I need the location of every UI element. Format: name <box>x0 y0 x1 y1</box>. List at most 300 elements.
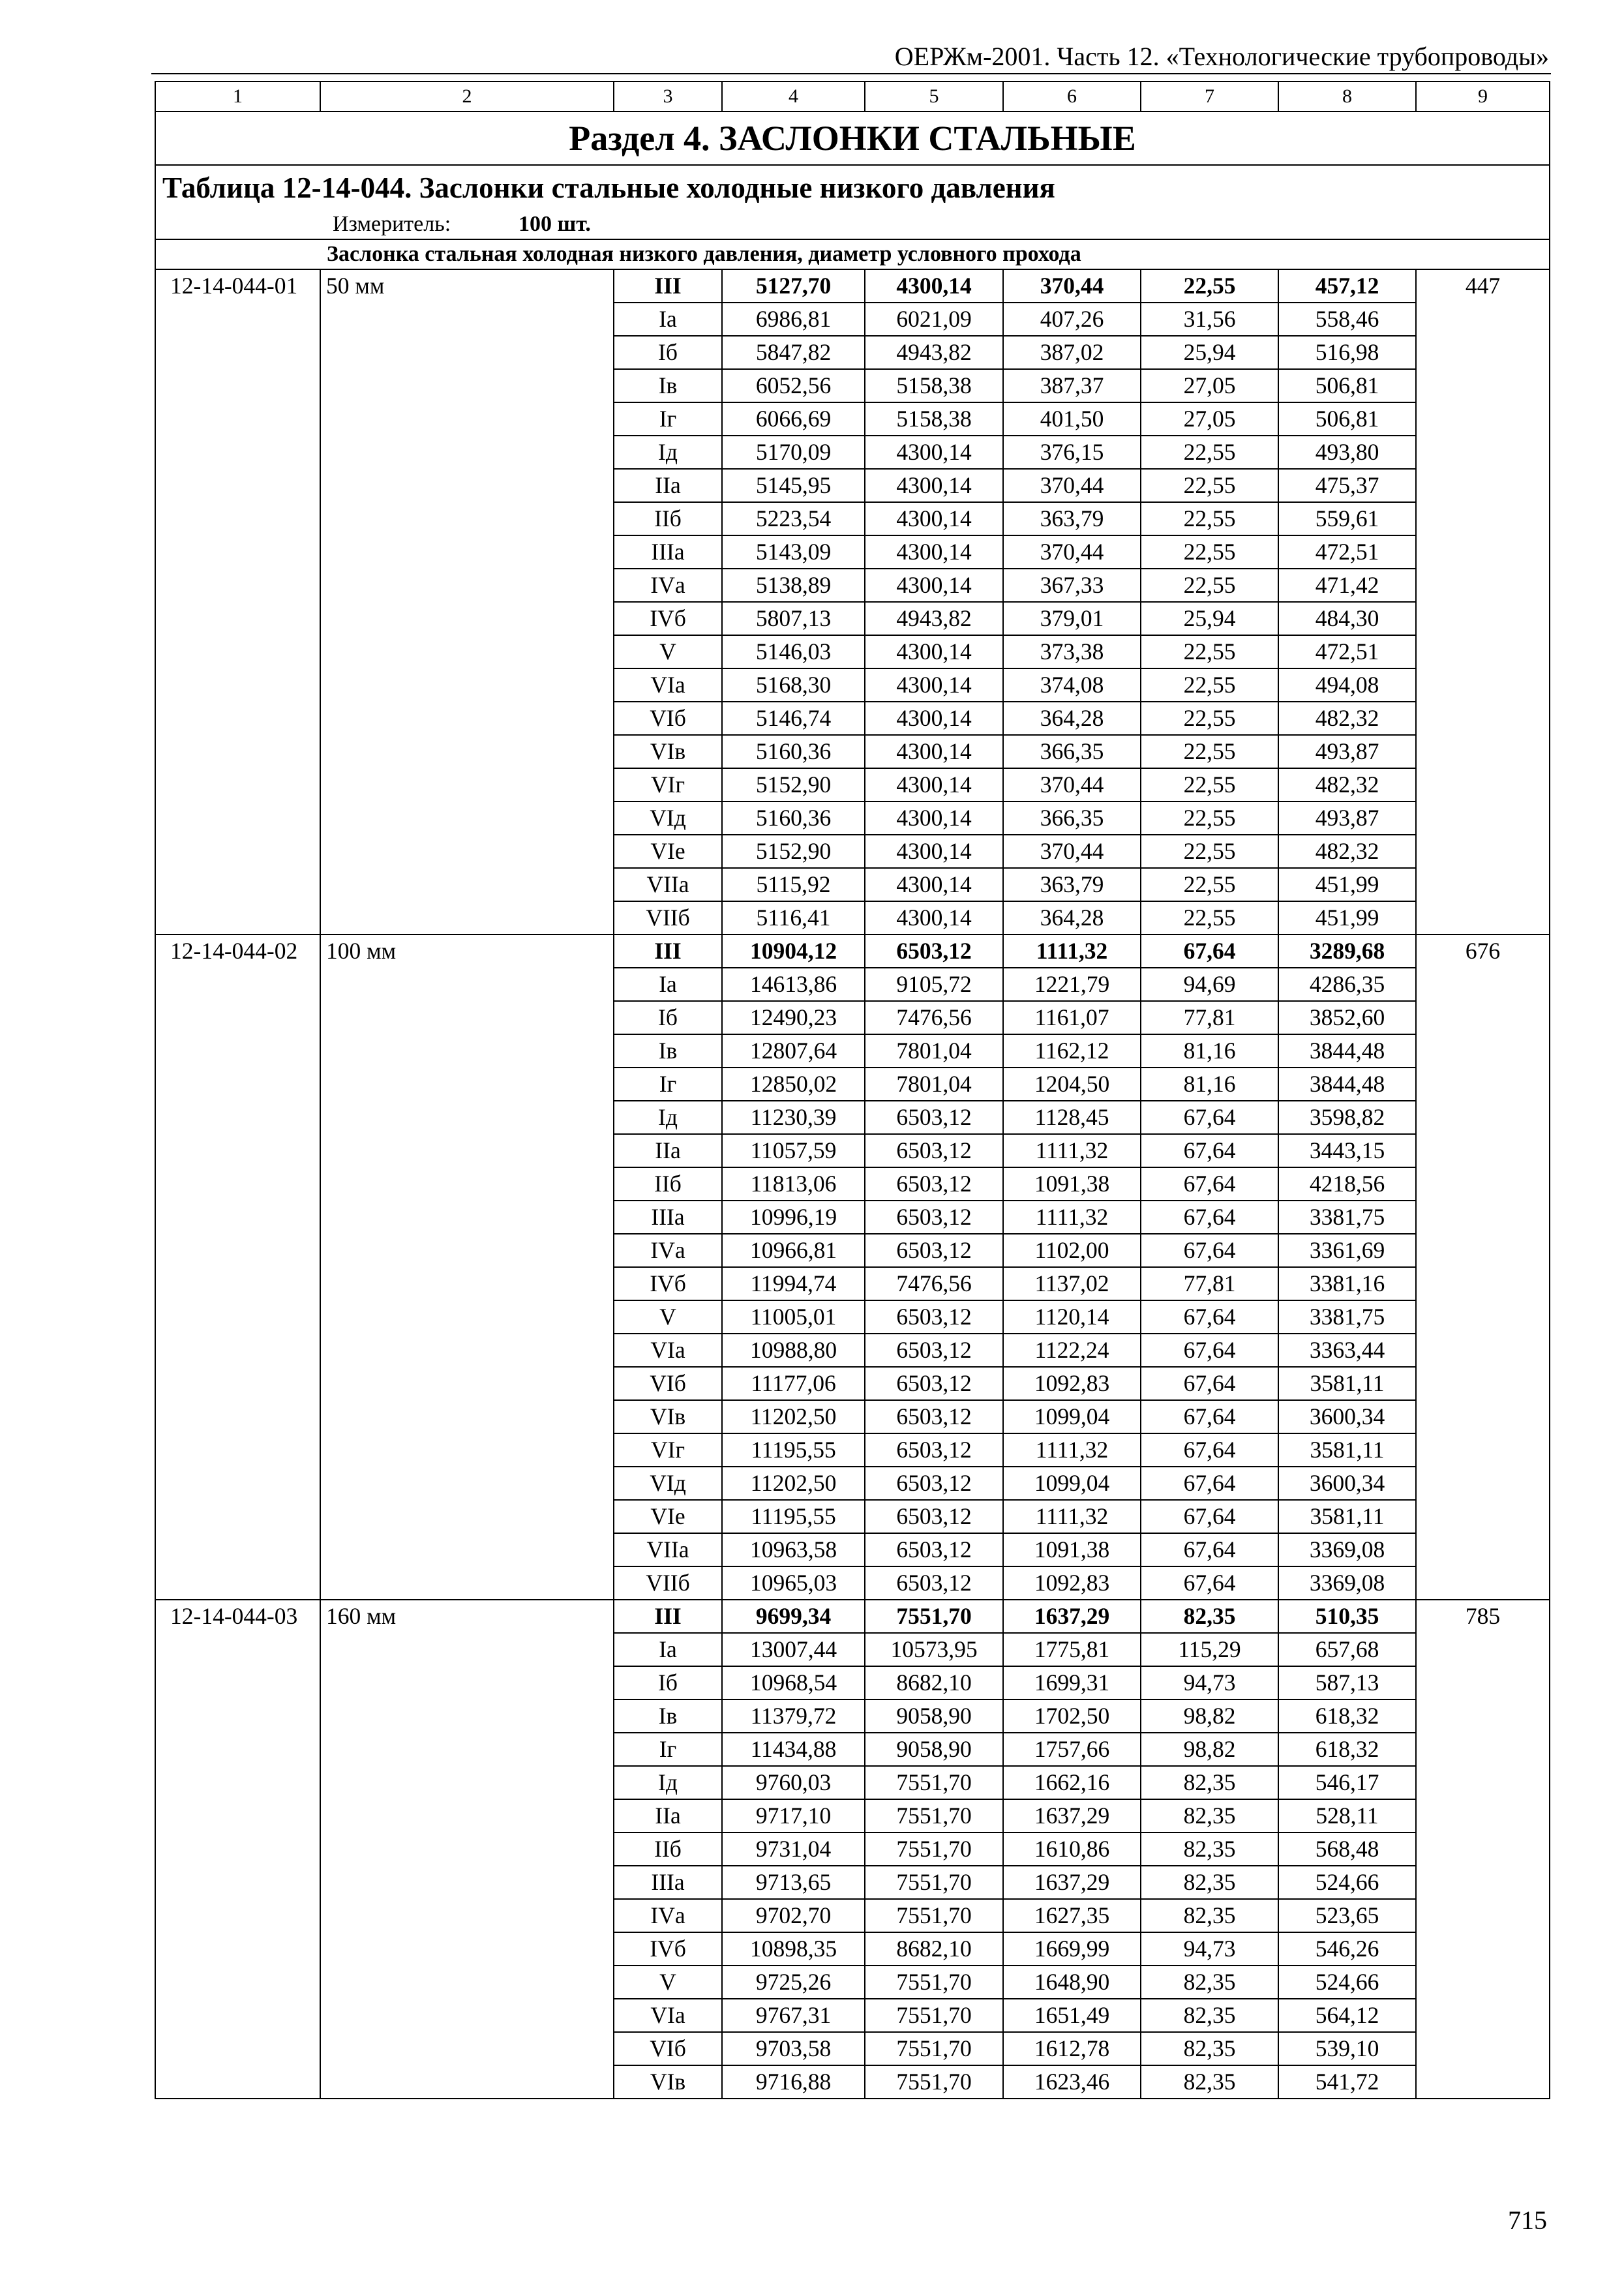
zone-cell: IVб <box>614 602 722 635</box>
value-cell: 12850,02 <box>722 1068 865 1101</box>
value-cell: 373,38 <box>1003 635 1141 668</box>
meter-value: 100 шт. <box>519 212 591 236</box>
value-cell: 9702,70 <box>722 1899 865 1932</box>
zone-cell: Iг <box>614 402 722 436</box>
value-cell: 8682,10 <box>865 1932 1003 1966</box>
zone-cell: Iб <box>614 336 722 369</box>
value-cell: 506,81 <box>1278 369 1416 402</box>
value-cell: 1627,35 <box>1003 1899 1141 1932</box>
value-cell: 7551,70 <box>865 1766 1003 1799</box>
mass-value: 676 <box>1416 935 1550 1600</box>
value-cell: 528,11 <box>1278 1799 1416 1833</box>
zone-cell: Iв <box>614 1034 722 1068</box>
zone-cell: Iв <box>614 1699 722 1733</box>
zone-cell: VIIб <box>614 1566 722 1600</box>
zone-cell: VIа <box>614 1999 722 2032</box>
value-cell: 7551,70 <box>865 1866 1003 1899</box>
zone-cell: Iг <box>614 1733 722 1766</box>
value-cell: 9760,03 <box>722 1766 865 1799</box>
value-cell: 82,35 <box>1141 1799 1278 1833</box>
value-cell: 6503,12 <box>865 1334 1003 1367</box>
value-cell: 6503,12 <box>865 1101 1003 1134</box>
value-cell: 493,80 <box>1278 436 1416 469</box>
value-cell: 5143,09 <box>722 535 865 569</box>
value-cell: 5847,82 <box>722 336 865 369</box>
value-cell: 67,64 <box>1141 1500 1278 1533</box>
value-cell: 6503,12 <box>865 1367 1003 1400</box>
value-cell: 11994,74 <box>722 1267 865 1300</box>
value-cell: 94,73 <box>1141 1666 1278 1699</box>
value-cell: 77,81 <box>1141 1267 1278 1300</box>
zone-cell: IVб <box>614 1267 722 1300</box>
value-cell: 1099,04 <box>1003 1467 1141 1500</box>
column-number: 6 <box>1003 82 1141 112</box>
value-cell: 3381,75 <box>1278 1201 1416 1234</box>
value-cell: 1092,83 <box>1003 1367 1141 1400</box>
value-cell: 3361,69 <box>1278 1234 1416 1267</box>
zone-cell: VIе <box>614 1500 722 1533</box>
value-cell: 1122,24 <box>1003 1334 1141 1367</box>
value-cell: 1612,78 <box>1003 2032 1141 2065</box>
zone-cell: VIIб <box>614 901 722 935</box>
value-cell: 13007,44 <box>722 1633 865 1666</box>
value-cell: 22,55 <box>1141 569 1278 602</box>
value-cell: 11230,39 <box>722 1101 865 1134</box>
value-cell: 482,32 <box>1278 768 1416 801</box>
value-cell: 9716,88 <box>722 2065 865 2099</box>
value-cell: 366,35 <box>1003 735 1141 768</box>
value-cell: 546,26 <box>1278 1932 1416 1966</box>
value-cell: 9767,31 <box>722 1999 865 2032</box>
value-cell: 4300,14 <box>865 535 1003 569</box>
value-cell: 524,66 <box>1278 1866 1416 1899</box>
value-cell: 81,16 <box>1141 1068 1278 1101</box>
value-cell: 6503,12 <box>865 1400 1003 1433</box>
zone-cell: VIб <box>614 2032 722 2065</box>
value-cell: 370,44 <box>1003 835 1141 868</box>
value-cell: 1091,38 <box>1003 1167 1141 1201</box>
value-cell: 7801,04 <box>865 1068 1003 1101</box>
value-cell: 4300,14 <box>865 702 1003 735</box>
value-cell: 4300,14 <box>865 502 1003 535</box>
value-cell: 387,02 <box>1003 336 1141 369</box>
value-cell: 10904,12 <box>722 935 865 968</box>
value-cell: 568,48 <box>1278 1833 1416 1866</box>
value-cell: 3581,11 <box>1278 1367 1416 1400</box>
value-cell: 3581,11 <box>1278 1433 1416 1467</box>
value-cell: 472,51 <box>1278 535 1416 569</box>
value-cell: 618,32 <box>1278 1699 1416 1733</box>
value-cell: 14613,86 <box>722 968 865 1001</box>
value-cell: 6066,69 <box>722 402 865 436</box>
value-cell: 471,42 <box>1278 569 1416 602</box>
zone-cell: III <box>614 269 722 303</box>
value-cell: 1092,83 <box>1003 1566 1141 1600</box>
value-cell: 5145,95 <box>722 469 865 502</box>
zone-cell: VIв <box>614 735 722 768</box>
value-cell: 370,44 <box>1003 768 1141 801</box>
value-cell: 482,32 <box>1278 835 1416 868</box>
value-cell: 27,05 <box>1141 402 1278 436</box>
value-cell: 67,64 <box>1141 1167 1278 1201</box>
price-table <box>155 81 1550 2099</box>
running-title: ОЕРЖм-2001. Часть 12. «Технологические трубопроводы» <box>894 42 1549 71</box>
value-cell: 363,79 <box>1003 868 1141 901</box>
value-cell: 22,55 <box>1141 768 1278 801</box>
value-cell: 10963,58 <box>722 1533 865 1566</box>
rate-code: 12-14-044-01 <box>155 269 320 935</box>
rate-code: 12-14-044-02 <box>155 935 320 1600</box>
value-cell: 539,10 <box>1278 2032 1416 2065</box>
zone-cell: IVа <box>614 569 722 602</box>
value-cell: 3363,44 <box>1278 1334 1416 1367</box>
value-cell: 1099,04 <box>1003 1400 1141 1433</box>
value-cell: 67,64 <box>1141 1533 1278 1566</box>
value-cell: 1775,81 <box>1003 1633 1141 1666</box>
value-cell: 22,55 <box>1141 868 1278 901</box>
value-cell: 546,17 <box>1278 1766 1416 1799</box>
zone-cell: VIг <box>614 1433 722 1467</box>
value-cell: 451,99 <box>1278 901 1416 935</box>
value-cell: 7551,70 <box>865 1899 1003 1932</box>
page-number: 715 <box>1508 2206 1547 2235</box>
value-cell: 366,35 <box>1003 801 1141 835</box>
value-cell: 370,44 <box>1003 535 1141 569</box>
value-cell: 3852,60 <box>1278 1001 1416 1034</box>
value-cell: 1648,90 <box>1003 1966 1141 1999</box>
value-cell: 6503,12 <box>865 1201 1003 1234</box>
value-cell: 5127,70 <box>722 269 865 303</box>
value-cell: 7551,70 <box>865 1966 1003 1999</box>
value-cell: 5160,36 <box>722 735 865 768</box>
column-number: 1 <box>155 82 320 112</box>
value-cell: 541,72 <box>1278 2065 1416 2099</box>
table-row <box>155 269 1550 303</box>
zone-cell: IVб <box>614 1932 722 1966</box>
value-cell: 4943,82 <box>865 602 1003 635</box>
value-cell: 6021,09 <box>865 303 1003 336</box>
value-cell: 379,01 <box>1003 602 1141 635</box>
value-cell: 10965,03 <box>722 1566 865 1600</box>
value-cell: 564,12 <box>1278 1999 1416 2032</box>
zone-cell: Iа <box>614 968 722 1001</box>
value-cell: 10966,81 <box>722 1234 865 1267</box>
zone-cell: VIIа <box>614 868 722 901</box>
column-number: 4 <box>722 82 865 112</box>
value-cell: 98,82 <box>1141 1733 1278 1766</box>
zone-cell: IIIа <box>614 1866 722 1899</box>
value-cell: 11057,59 <box>722 1134 865 1167</box>
value-cell: 5146,03 <box>722 635 865 668</box>
value-cell: 524,66 <box>1278 1966 1416 1999</box>
table-row <box>155 1600 1550 1633</box>
value-cell: 472,51 <box>1278 635 1416 668</box>
value-cell: 1623,46 <box>1003 2065 1141 2099</box>
value-cell: 67,64 <box>1141 1400 1278 1433</box>
zone-cell: IVа <box>614 1234 722 1267</box>
zone-cell: Iа <box>614 303 722 336</box>
section-title: Раздел 4. ЗАСЛОНКИ СТАЛЬНЫЕ <box>155 112 1550 165</box>
value-cell: 5146,74 <box>722 702 865 735</box>
zone-cell: IIб <box>614 502 722 535</box>
value-cell: 82,35 <box>1141 1999 1278 2032</box>
value-cell: 6503,12 <box>865 1566 1003 1600</box>
value-cell: 5152,90 <box>722 768 865 801</box>
value-cell: 4943,82 <box>865 336 1003 369</box>
value-cell: 7551,70 <box>865 1799 1003 1833</box>
value-cell: 10573,95 <box>865 1633 1003 1666</box>
value-cell: 67,64 <box>1141 1201 1278 1234</box>
value-cell: 5807,13 <box>722 602 865 635</box>
value-cell: 22,55 <box>1141 502 1278 535</box>
value-cell: 5115,92 <box>722 868 865 901</box>
value-cell: 94,69 <box>1141 968 1278 1001</box>
value-cell: 11379,72 <box>722 1699 865 1733</box>
value-cell: 5160,36 <box>722 801 865 835</box>
value-cell: 67,64 <box>1141 935 1278 968</box>
zone-cell: Iб <box>614 1666 722 1699</box>
zone-cell: IIб <box>614 1167 722 1201</box>
value-cell: 27,05 <box>1141 369 1278 402</box>
rate-code: 12-14-044-03 <box>155 1600 320 2099</box>
value-cell: 11177,06 <box>722 1367 865 1400</box>
header-rule <box>151 73 1551 74</box>
value-cell: 9725,26 <box>722 1966 865 1999</box>
zone-cell: Iд <box>614 1101 722 1134</box>
value-cell: 1161,07 <box>1003 1001 1141 1034</box>
value-cell: 4300,14 <box>865 768 1003 801</box>
value-cell: 82,35 <box>1141 1833 1278 1866</box>
value-cell: 81,16 <box>1141 1034 1278 1068</box>
value-cell: 5116,41 <box>722 901 865 935</box>
value-cell: 22,55 <box>1141 436 1278 469</box>
value-cell: 1128,45 <box>1003 1101 1141 1134</box>
value-cell: 22,55 <box>1141 469 1278 502</box>
value-cell: 11202,50 <box>722 1400 865 1433</box>
value-cell: 10898,35 <box>722 1932 865 1966</box>
value-cell: 82,35 <box>1141 1766 1278 1799</box>
value-cell: 22,55 <box>1141 668 1278 702</box>
value-cell: 1120,14 <box>1003 1300 1141 1334</box>
value-cell: 1111,32 <box>1003 1134 1141 1167</box>
zone-cell: V <box>614 1966 722 1999</box>
value-cell: 4218,56 <box>1278 1167 1416 1201</box>
value-cell: 5223,54 <box>722 502 865 535</box>
value-cell: 67,64 <box>1141 1433 1278 1467</box>
value-cell: 82,35 <box>1141 1899 1278 1932</box>
value-cell: 401,50 <box>1003 402 1141 436</box>
value-cell: 12490,23 <box>722 1001 865 1034</box>
value-cell: 9731,04 <box>722 1833 865 1866</box>
value-cell: 1221,79 <box>1003 968 1141 1001</box>
zone-cell: Iг <box>614 1068 722 1101</box>
value-cell: 94,73 <box>1141 1932 1278 1966</box>
value-cell: 9713,65 <box>722 1866 865 1899</box>
value-cell: 1610,86 <box>1003 1833 1141 1866</box>
value-cell: 11813,06 <box>722 1167 865 1201</box>
zone-cell: Iа <box>614 1633 722 1666</box>
value-cell: 4300,14 <box>865 635 1003 668</box>
value-cell: 82,35 <box>1141 1966 1278 1999</box>
value-cell: 387,37 <box>1003 369 1141 402</box>
value-cell: 364,28 <box>1003 702 1141 735</box>
zone-cell: Iд <box>614 436 722 469</box>
value-cell: 11202,50 <box>722 1467 865 1500</box>
value-cell: 98,82 <box>1141 1699 1278 1733</box>
zone-cell: IIа <box>614 1799 722 1833</box>
value-cell: 4300,14 <box>865 835 1003 868</box>
value-cell: 4300,14 <box>865 269 1003 303</box>
value-cell: 4300,14 <box>865 668 1003 702</box>
value-cell: 7476,56 <box>865 1267 1003 1300</box>
zone-cell: VIIа <box>614 1533 722 1566</box>
value-cell: 657,68 <box>1278 1633 1416 1666</box>
value-cell: 7476,56 <box>865 1001 1003 1034</box>
value-cell: 7551,70 <box>865 1999 1003 2032</box>
meter-label: Измеритель: <box>333 212 451 236</box>
value-cell: 22,55 <box>1141 901 1278 935</box>
value-cell: 363,79 <box>1003 502 1141 535</box>
value-cell: 3581,11 <box>1278 1500 1416 1533</box>
zone-cell: VIб <box>614 702 722 735</box>
value-cell: 12807,64 <box>722 1034 865 1068</box>
value-cell: 3369,08 <box>1278 1566 1416 1600</box>
zone-cell: VIд <box>614 801 722 835</box>
value-cell: 22,55 <box>1141 835 1278 868</box>
value-cell: 1091,38 <box>1003 1533 1141 1566</box>
table-title-row <box>155 165 1550 210</box>
value-cell: 115,29 <box>1141 1633 1278 1666</box>
zone-cell: IIIа <box>614 535 722 569</box>
value-cell: 11195,55 <box>722 1500 865 1533</box>
value-cell: 3600,34 <box>1278 1467 1416 1500</box>
value-cell: 1757,66 <box>1003 1733 1141 1766</box>
value-cell: 3381,16 <box>1278 1267 1416 1300</box>
value-cell: 67,64 <box>1141 1367 1278 1400</box>
value-cell: 376,15 <box>1003 436 1141 469</box>
zone-cell: VIв <box>614 2065 722 2099</box>
value-cell: 9105,72 <box>865 968 1003 1001</box>
nominal-diameter: 160 мм <box>320 1600 614 2099</box>
value-cell: 9717,10 <box>722 1799 865 1833</box>
mass-value: 447 <box>1416 269 1550 935</box>
value-cell: 7551,70 <box>865 1833 1003 1866</box>
value-cell: 364,28 <box>1003 901 1141 935</box>
value-cell: 25,94 <box>1141 602 1278 635</box>
value-cell: 25,94 <box>1141 336 1278 369</box>
value-cell: 10996,19 <box>722 1201 865 1234</box>
value-cell: 82,35 <box>1141 2065 1278 2099</box>
value-cell: 67,64 <box>1141 1566 1278 1600</box>
value-cell: 506,81 <box>1278 402 1416 436</box>
value-cell: 1111,32 <box>1003 1201 1141 1234</box>
value-cell: 6503,12 <box>865 1533 1003 1566</box>
value-cell: 22,55 <box>1141 735 1278 768</box>
value-cell: 1637,29 <box>1003 1799 1141 1833</box>
zone-cell: VIд <box>614 1467 722 1500</box>
value-cell: 3289,68 <box>1278 935 1416 968</box>
value-cell: 4300,14 <box>865 436 1003 469</box>
value-cell: 10988,80 <box>722 1334 865 1367</box>
value-cell: 3443,15 <box>1278 1134 1416 1167</box>
value-cell: 6052,56 <box>722 369 865 402</box>
zone-cell: III <box>614 935 722 968</box>
value-cell: 67,64 <box>1141 1234 1278 1267</box>
value-cell: 5138,89 <box>722 569 865 602</box>
value-cell: 3600,34 <box>1278 1400 1416 1433</box>
value-cell: 4300,14 <box>865 868 1003 901</box>
value-cell: 1102,00 <box>1003 1234 1141 1267</box>
value-cell: 493,87 <box>1278 801 1416 835</box>
table-title: Таблица 12-14-044. Заслонки стальные холодные низкого давления <box>155 165 1550 210</box>
value-cell: 367,33 <box>1003 569 1141 602</box>
value-cell: 1637,29 <box>1003 1866 1141 1899</box>
value-cell: 6986,81 <box>722 303 865 336</box>
value-cell: 11005,01 <box>722 1300 865 1334</box>
value-cell: 67,64 <box>1141 1101 1278 1134</box>
section-row <box>155 112 1550 165</box>
value-cell: 6503,12 <box>865 1167 1003 1201</box>
value-cell: 1637,29 <box>1003 1600 1141 1633</box>
description-row <box>155 239 1550 269</box>
value-cell: 1702,50 <box>1003 1699 1141 1733</box>
value-cell: 11195,55 <box>722 1433 865 1467</box>
value-cell: 493,87 <box>1278 735 1416 768</box>
value-cell: 67,64 <box>1141 1134 1278 1167</box>
value-cell: 3598,82 <box>1278 1101 1416 1134</box>
value-cell: 82,35 <box>1141 1600 1278 1633</box>
value-cell: 4300,14 <box>865 735 1003 768</box>
value-cell: 482,32 <box>1278 702 1416 735</box>
value-cell: 22,55 <box>1141 269 1278 303</box>
value-cell: 6503,12 <box>865 1433 1003 1467</box>
value-cell: 484,30 <box>1278 602 1416 635</box>
value-cell: 5158,38 <box>865 402 1003 436</box>
zone-cell: VIв <box>614 1400 722 1433</box>
value-cell: 4300,14 <box>865 569 1003 602</box>
value-cell: 7801,04 <box>865 1034 1003 1068</box>
value-cell: 77,81 <box>1141 1001 1278 1034</box>
value-cell: 5158,38 <box>865 369 1003 402</box>
value-cell: 22,55 <box>1141 635 1278 668</box>
zone-cell: VIе <box>614 835 722 868</box>
value-cell: 22,55 <box>1141 801 1278 835</box>
value-cell: 6503,12 <box>865 1300 1003 1334</box>
meter-row <box>155 210 1550 239</box>
zone-cell: IVа <box>614 1899 722 1932</box>
value-cell: 1699,31 <box>1003 1666 1141 1699</box>
value-cell: 4300,14 <box>865 469 1003 502</box>
zone-cell: V <box>614 635 722 668</box>
zone-cell: III <box>614 1600 722 1633</box>
zone-cell: VIг <box>614 768 722 801</box>
value-cell: 5170,09 <box>722 436 865 469</box>
value-cell: 457,12 <box>1278 269 1416 303</box>
column-number: 8 <box>1278 82 1416 112</box>
value-cell: 31,56 <box>1141 303 1278 336</box>
value-cell: 475,37 <box>1278 469 1416 502</box>
value-cell: 9058,90 <box>865 1699 1003 1733</box>
zone-cell: V <box>614 1300 722 1334</box>
value-cell: 1662,16 <box>1003 1766 1141 1799</box>
value-cell: 11434,88 <box>722 1733 865 1766</box>
value-cell: 587,13 <box>1278 1666 1416 1699</box>
value-cell: 67,64 <box>1141 1334 1278 1367</box>
value-cell: 7551,70 <box>865 2065 1003 2099</box>
value-cell: 10968,54 <box>722 1666 865 1699</box>
value-cell: 3844,48 <box>1278 1068 1416 1101</box>
value-cell: 3381,75 <box>1278 1300 1416 1334</box>
